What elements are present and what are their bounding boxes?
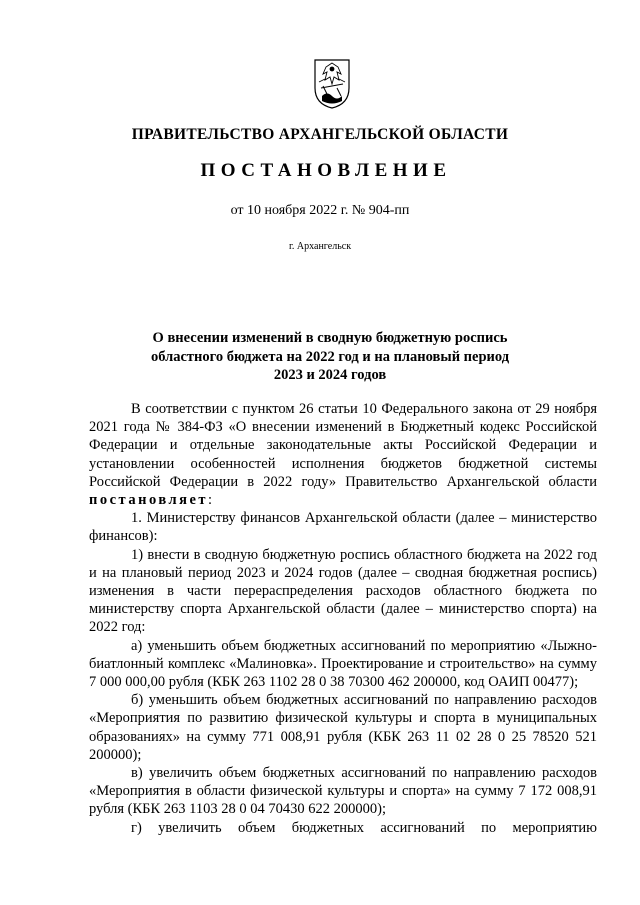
- organization-name: ПРАВИТЕЛЬСТВО АРХАНГЕЛЬСКОЙ ОБЛАСТИ: [131, 126, 509, 143]
- paragraph-subitem-a: а) уменьшить объем бюджетных ассигнований по мероприятию «Лыжно-биатлонный комплекс «Малиновка». Проектирование и строительство» на сумму 7 000 000,00 рубля (КБК 263 1102 28 0 38 70300 462 200000, код ОАИП 00477);: [89, 637, 597, 691]
- preamble-text: В соответствии с пунктом 26 статьи 10 Федерального закона от 29 ноября 2021 года № 384-ФЗ «О внесении изменений в Бюджетный кодекс Российской Федерации и отдельные законодательные акты Российской Федерации и установлении особенностей исполнения бюджетов бюджетной системы Российской Федерации в 2022 году» Правительство Архангельской области: [89, 401, 597, 490]
- paragraph-subitem-1: 1) внести в сводную бюджетную роспись областного бюджета на 2022 год и на плановый период 2023 и 2024 годов (далее – сводная бюджетная роспись) изменения в части перераспределения расходов областного бюджета по министерству спорта Архангельской области (далее – министерство спорта) на 2022 год:: [89, 546, 597, 636]
- city-name: г. Архангельск: [288, 241, 352, 252]
- coat-of-arms-icon: [313, 58, 351, 110]
- paragraph-subitem-b: б) уменьшить объем бюджетных ассигнований по направлению расходов «Мероприятия по развитию физической культуры и спорта в муниципальных образованиях» на сумму 771 008,91 рубля (КБК 263 11 02 28 0 25 78520 521 200000);: [89, 692, 597, 763]
- paragraph-subitem-v: в) увеличить объем бюджетных ассигнований по направлению расходов «Мероприятия в области физической культуры и спорта» на сумму 7 172 008,91 рубля (КБК 263 1103 28 0 04 70430 622 200000);: [89, 765, 597, 818]
- title-line: О внесении изменений в сводную бюджетную роспись: [152, 330, 508, 346]
- document-type: ПОСТАНОВЛЕНИЕ: [200, 160, 452, 181]
- preamble-end: :: [208, 492, 213, 509]
- paragraph-preamble: [89, 400, 597, 509]
- paragraph-item-1: 1. Министерству финансов Архангельской области (далее – министерство финансов):: [89, 510, 597, 545]
- title-line: 2023 и 2024 годов: [273, 367, 387, 383]
- document-date-number: от 10 ноября 2022 г. № 904-пп: [230, 203, 410, 218]
- resolution-keyword: постановляет: [89, 492, 209, 509]
- document-title: [130, 329, 530, 385]
- document-body: [89, 400, 597, 837]
- title-line: областного бюджета на 2022 год и на плановый период: [150, 348, 510, 365]
- paragraph-subitem-g: г) увеличить объем бюджетных ассигнований по мероприятию: [131, 819, 597, 836]
